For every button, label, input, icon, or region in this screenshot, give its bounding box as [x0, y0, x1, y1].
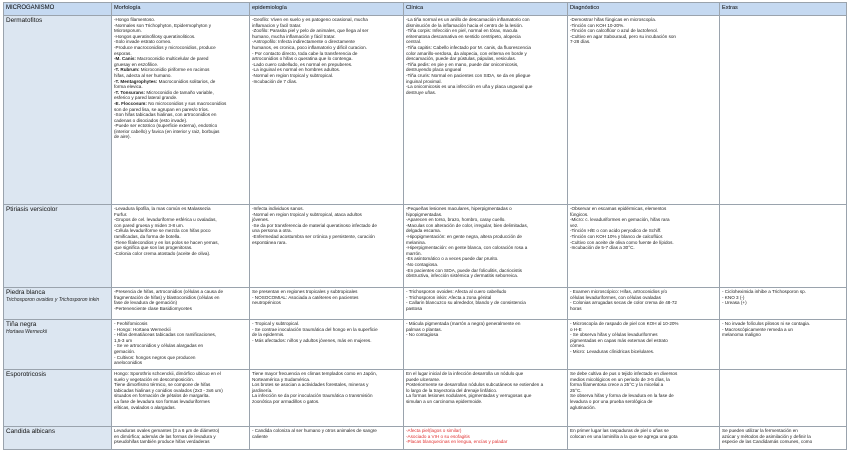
cell-line: (interior cabello) y favica (en interior y raiz, borbujas	[114, 128, 220, 134]
table-row	[4, 288, 847, 320]
cell-line: de la epidermis.	[252, 332, 285, 338]
cell-line: palmas o plantas.	[406, 326, 443, 332]
cell-line: -Tiña cruris: Normal en pacientes con SIDA, se da en pliegue	[406, 72, 531, 78]
cell-line: Los brotes se asocian a actividades forestales, mineras y	[252, 382, 369, 388]
organism-name: Candida albicans	[6, 428, 56, 435]
cell-line: -Hipopigmentación: en gente negra, altera producción de	[406, 233, 522, 239]
cell-line: inflamacion y facil tratar.	[252, 22, 302, 28]
cell-line: delgada escama.	[406, 228, 441, 234]
cell-line: -Tinción con KOH 10-20%.	[570, 22, 625, 28]
cell-line: fase de levadura de gemación)	[114, 300, 178, 306]
cell-line: -Asociado a VIH o su esofagitis	[406, 433, 470, 439]
cell-line: Levaduras ovales gemantes (3 a 6 µm de diámetro)	[114, 428, 220, 433]
cell-line: -Geofilo: Viven en suelo y es patogeno ocasional, mucha	[252, 17, 368, 22]
organism-name: Esporotricosis	[6, 371, 47, 378]
cell-line: humano, mucha inflamación y fácil tratar.	[252, 33, 336, 39]
clinica-cell	[404, 205, 568, 288]
cell-line: Microsporum.	[114, 28, 142, 34]
cell-line: descamación, puede dar pústulas, pápulas, vesiculas.	[406, 56, 517, 62]
cell-line: córneo.	[570, 343, 586, 349]
cell-line: -Célula levaduriforme se mezcla con hifas poco	[114, 228, 211, 234]
cell-line: Hongo: Sporothrix schcenckii, dimórfico ubicuo en el	[114, 371, 221, 376]
cell-line: ramificadas, da forma de botella.	[114, 233, 181, 239]
cell-line: - Ureasa (+)	[722, 300, 747, 306]
cell-line: -Solo invade estrato corneo.	[114, 39, 172, 45]
cell-line: -Tinción H/E o con acido peryodico de Schiff.	[570, 228, 662, 234]
cell-line: Se observa hifas y forma de levadura en la fase de	[570, 393, 674, 399]
cell-line: pseudohifas también produce hifas verdaderas	[114, 439, 210, 445]
cell-line: - No contagiosa	[406, 332, 439, 338]
cell-line: células levaduriformes, con células ovaladas	[570, 294, 661, 300]
cell-line: Tiene mayor frecuencia en climas templados como en Japón,	[252, 371, 377, 376]
cell-line: 1,5-3 um	[114, 337, 133, 343]
cell-line: hipopigmentadas.	[406, 211, 443, 217]
cell-line: 7-28 días.	[570, 39, 591, 45]
clinica-cell	[404, 320, 568, 370]
cell-line: - Macroscópicamente remeda a un	[722, 326, 793, 332]
cell-line: jóvenes.	[252, 217, 270, 223]
cell-line-bold: -M. Canis:	[114, 56, 136, 62]
cell-line: -Colonia color crema atostado (aceite de oliva).	[114, 250, 211, 256]
extras-cell	[720, 427, 847, 450]
cell-line: -T. Rubrum: Microconidio piriforme en racimos	[114, 67, 210, 73]
microorganism-table	[3, 2, 847, 450]
cell-line: forma elevica.	[114, 84, 143, 90]
cell-line: -Lado cuero cabelludo, es normal en prepuberes.	[252, 61, 353, 67]
cell-line: -Presencia de hifas, artroconidios (células a causa de	[114, 289, 224, 294]
cell-line: -Puede ser ectotrico (superficie externa), endotrico	[114, 123, 218, 129]
cell-line: destruyendo placa ungueal	[406, 67, 462, 73]
cell-line: - Micro: Levaduras clínidricas bicelulares.	[570, 348, 655, 354]
cell-line: colocan en una laminilla a la que se agrega una gota	[570, 433, 678, 439]
cell-line: -Tiña pedis: en pie y en mano, puede dar onicomicosis,	[406, 61, 519, 67]
morfologia-cell	[112, 205, 250, 288]
cell-line: -En pacientes con SIDA, puede dar foliculitis, dacriocistis	[406, 267, 522, 273]
cell-line-bold: -T. Rubrum:	[114, 67, 140, 73]
morfologia-cell	[112, 427, 250, 450]
cell-line: -Normal en region tropical y subtropical.	[252, 72, 334, 78]
cell-line: -Cultivo con aceite de oliva como fuente de lípidos.	[570, 239, 674, 245]
cell-line: -T. Mentagrophytes: Macroconidios solitarios, de	[114, 78, 216, 84]
cell-line: marrón.	[406, 250, 422, 256]
cell-line: esporas.	[114, 50, 132, 56]
cell-line: - Hongo: Hortaea Werneckii	[114, 326, 171, 332]
cell-line: destruye uñas.	[406, 89, 437, 95]
cell-line: color amarillo-verdosa, da alopecia, con eritema en borde y	[406, 50, 527, 56]
cell-line: hifas, adecta al ser humano.	[114, 72, 172, 78]
cell-line: central.	[406, 39, 422, 45]
cell-line: -Tinción con calcoflúor o azul de lactofenol.	[570, 28, 658, 34]
cell-line: -E. Floccosum: No microconidios y sus macroconidios	[114, 100, 227, 106]
cell-line: -Normal en region tropical y subtropical, ataca adultos	[252, 211, 362, 217]
cell-line-bold: -T. Tonsurans:	[114, 89, 146, 95]
cell-line: -Enfermedad acostumbra ser crónica y persistente, curación	[252, 233, 375, 239]
cell-line: elíticas, ovalados o alargadas.	[114, 404, 176, 410]
epidemiologia-cell	[250, 370, 404, 427]
cell-line: neutropénicos	[252, 300, 281, 306]
header-cell-morfologia: Morfología	[112, 3, 250, 16]
cell-line: -Grupos de cel. levaduriforme esférica u ovaladas,	[114, 217, 217, 223]
header-cell-diagnostico: Diagnóstico	[568, 3, 720, 16]
cell-line: que significa que son las progenitoras.	[114, 245, 193, 251]
cell-line: jardinería.	[252, 387, 273, 393]
morfologia-cell	[112, 16, 250, 205]
organism-name-cell	[4, 288, 112, 320]
cell-line: zoonótica por armadillos o gatos.	[252, 398, 320, 404]
extras-cell	[720, 288, 847, 320]
diagnostico-cell	[568, 320, 720, 370]
cell-line: simulan a un carcinoma epidermoide.	[406, 398, 483, 404]
cell-line: -Cultivo en agar Sabouraud, pero su incubación son	[570, 33, 676, 39]
cell-line: esferico y pared lateral grande.	[114, 95, 178, 101]
cell-line: - Hifas dematiáceas tabicadas con ramificaciones,	[114, 332, 217, 338]
organism-name: Tiña negra	[6, 321, 37, 328]
cell-line: espontánea rara.	[252, 239, 287, 245]
header-cell-extras: Extras	[720, 3, 847, 16]
cell-line: suelo y vegetación en descomposición.	[114, 376, 194, 382]
organism-name: Dermatofitos	[6, 17, 43, 24]
cell-line: - Cicloheximida inhibe a Trichosporon sp.	[722, 289, 807, 294]
epidemiologia-cell	[250, 320, 404, 370]
organism-name: Ptiriasis versicolor	[6, 206, 58, 213]
cell-line: azúcar y métodos de asimilación y definir la	[722, 433, 811, 439]
cell-line: - Trichosporon ovoides: Afecta al cuero cabelludo	[406, 289, 507, 294]
cell-line: -Demostrar hifas fúngicas en microscopía.	[570, 17, 657, 22]
cell-line: -Es asintomático o a veces puede dar prurito.	[406, 256, 499, 262]
cell-line: - Se contrae inoculación traumática del hongo en la superficie	[252, 326, 378, 332]
table-row	[4, 320, 847, 370]
cell-line: Tiene dimorfismo térmico, se compone de hifas	[114, 382, 211, 388]
cell-line: -Placas blanquecinas en lengua, encías y paladar	[406, 439, 508, 445]
cell-line: - Microscopía de raspado de piel con KOH al 10-20%	[570, 321, 679, 326]
cell-line: -No contagiosa.	[406, 261, 439, 267]
cell-line: -Normales son Trichophyton, Epidermophyton y	[114, 22, 212, 28]
cell-line: - Feohifomicosis	[114, 321, 148, 326]
extras-cell	[720, 370, 847, 427]
table-row	[4, 370, 847, 427]
cell-line-bold: -T. Mentagrophytes:	[114, 78, 158, 84]
table-row	[4, 427, 847, 450]
cell-line: gruesay en eszofilice.	[114, 61, 159, 67]
cell-line: -Incubación de 7 días.	[252, 78, 298, 84]
cell-line: - NOSOCOMIAL: Asociada a catéteres en pacientes	[252, 294, 359, 300]
cell-line: melanoma maligno	[722, 332, 761, 338]
diagnostico-cell	[568, 427, 720, 450]
cell-line: - Candida coloniza al ser humano y otros animales de sangre	[252, 428, 377, 433]
cell-line: -La onicomicosis es una infección en uña y placa ungueal que	[406, 84, 533, 90]
morfologia-cell	[112, 320, 250, 370]
cell-line: una persona a otra.	[252, 228, 292, 234]
cell-line: - Más afectados: niños y adultos jóvenes, más en mujeres.	[252, 337, 372, 343]
diagnostico-cell	[568, 288, 720, 320]
extras-cell	[720, 16, 847, 205]
cell-line: -Hongos queratinofilosy queratinoliticos.	[114, 33, 196, 39]
cell-line: La infección se da por inoculación traumática o transmisión	[252, 393, 373, 399]
cell-line: fragmentación de hifas) y blastoconidios (células en	[114, 294, 220, 300]
cell-line: -Tiña corpis: Infección en piel, normal en tórax, macula	[406, 28, 518, 34]
cell-line: -Aparecen en torso, brazo, hombro, caray cuello.	[406, 217, 506, 223]
cell-line: levadura o por una prueba serológica de	[570, 398, 653, 404]
cell-line: especie de las Candidamás comunes, como	[722, 439, 813, 445]
cell-line: puede ulcerarse.	[406, 376, 441, 382]
cell-line: situados en formación de pétalos de margarita.	[114, 393, 210, 399]
clinica-cell	[404, 16, 568, 205]
cell-line: -La tiña normal es un anillo de descamación inflamatorio con	[406, 17, 530, 22]
header-cell-clinica: Clínica	[404, 3, 568, 16]
cell-line: - Cultivos: hongos negros que producen	[114, 354, 196, 360]
cell-line: -Hiperpigmentación: en gente blanca, con coloración rosa a	[406, 245, 528, 251]
epidemiologia-cell	[250, 427, 404, 450]
table-row	[4, 205, 847, 288]
cell-line: -Tinción con KOH 10% y blanco de calcoflúor.	[570, 233, 664, 239]
cell-line: -Hongo filamentoso.	[114, 17, 156, 22]
cell-line: -Levadura lipofila, la mas común es Malassezia	[114, 206, 211, 211]
cell-line: horas	[570, 305, 582, 311]
cell-line: Furfur.	[114, 211, 128, 217]
cell-line: -Antropofilo: Infecta indirectamente o directamente	[252, 39, 355, 45]
cell-line: disminución de la inflamación hacia el centro de la lesión.	[406, 22, 523, 28]
diagnostico-cell	[568, 205, 720, 288]
cell-line: -Maculas con alteración de color, irregular, bien delimitadas,	[406, 222, 529, 228]
cell-line: Posteriormente se desarrollan nódulos subcutáneos se extienden a	[406, 382, 544, 388]
cell-line: o H-E	[570, 326, 582, 332]
cell-line: artroconidios o hifas o queratina que lo contenga.	[252, 56, 353, 62]
cell-line: medios micológicos en un periodo de 3-5 días, la	[570, 376, 670, 382]
cell-line: -T. Tonsurans: Microconidio de tamaño variable,	[114, 89, 214, 95]
cell-line: - Mácula pigmentada (marrón a negra) generalmente en	[406, 321, 521, 326]
cell-line: forma filamentosa crece a 25°C y la micelial a	[570, 382, 664, 388]
cell-line: -Infecta individuos sanos.	[252, 206, 304, 211]
cell-line: vez.	[570, 222, 579, 228]
organism-name-cell	[4, 320, 112, 370]
cell-line: -M. Canis: Macroconidio multicelular de pared	[114, 56, 209, 62]
cell-line: -Pertenenciente clase Basidiomycetes	[114, 305, 192, 311]
cell-line: - No invade folículos pilosos ni se contagia.	[722, 321, 811, 326]
cell-line: -Produce macroconidios y microconidios, produce	[114, 44, 216, 50]
cell-line: cadenas o disociados (esto invade).	[114, 117, 188, 123]
cell-line: - Tropical y subtropical.	[252, 321, 300, 326]
cell-line: obstructiva, infección sistémica y dermatitis seborreica.	[406, 273, 519, 279]
organism-name-cell	[4, 370, 112, 427]
cell-line: - KNO 3 (-)	[722, 294, 745, 300]
cell-line: son de pared lisa, se agrupan en pares/o tríos.	[114, 106, 209, 112]
cell-line: aneloconidios	[114, 360, 143, 366]
cell-line: Se presentan en regiones tropicales y subtropicales	[252, 289, 358, 294]
cell-line: - Colonias arrugadas secas de color crema de 48-72	[570, 300, 677, 306]
diagnostico-cell	[568, 16, 720, 205]
cell-line: -La inguinal es normal en hombres adultos.	[252, 67, 341, 73]
cell-line: melanina.	[406, 239, 426, 245]
organism-name-cell	[4, 427, 112, 450]
cell-line: -Micro: c. levaduriformes en gemación, hifas rara	[570, 217, 670, 223]
header-cell-epidemiologia: epidemiología	[250, 3, 404, 16]
cell-line: La fase de levadura son formas levaduriformes	[114, 398, 210, 404]
cell-line-bold: -E. Floccosum:	[114, 100, 147, 106]
cell-line: -Zoofilo: Parasita piel y pelo de animales, que llega al ser	[252, 28, 369, 34]
clinica-cell	[404, 288, 568, 320]
cell-line: eritematosa descamativa en sentido centripeto, alopecia	[406, 33, 521, 39]
header-row	[4, 3, 847, 16]
cell-line: inguinal proximal.	[406, 78, 442, 84]
cell-line: - Se ve artroconidios y células alargadas en	[114, 343, 204, 349]
table-row	[4, 16, 847, 205]
extras-cell	[720, 320, 847, 370]
cell-line: fúngicos.	[570, 211, 589, 217]
cell-line: -Tiene filalecondios y en los polos se hacen yemas,	[114, 239, 219, 245]
cell-line: 25°C.	[570, 387, 582, 393]
cell-line: pastosa	[406, 305, 423, 311]
cell-line: pigmentadas en capas más externas del estrato	[570, 337, 668, 343]
cell-line: tabicadas hialinas y conidios ovalados (2x3 - 3x6 um)	[114, 387, 223, 393]
header-cell-microorganismo: MICROGANISMO	[4, 3, 112, 16]
cell-line: - Callarin blancuzco su alrededor, blando y de consistencia	[406, 300, 526, 306]
cell-line: Se pueden utilizar la fermentación en	[722, 428, 798, 433]
organism-subtitle: Hortaea Werneckii	[6, 328, 48, 335]
cell-line: -Pequeñas lesiones maculares, hiperpigmentadas o	[406, 206, 512, 211]
cell-line: lo largo de la trayectoria del drenaje linfático.	[406, 387, 498, 393]
cell-line: -Tiña capitis: Cabello infectado por M. canis, da fluorescencia	[406, 44, 531, 50]
cell-line: en dimórfica; además de las formas de levadura y	[114, 433, 216, 439]
cell-line: -Incubación de 5-7 días a 30°C.	[570, 245, 635, 251]
cell-line: - Trichosporon inkin: Afecta a zona génital	[406, 294, 492, 300]
organism-name: Piedra blanca	[6, 289, 46, 296]
morfologia-cell	[112, 370, 250, 427]
cell-line: caliente	[252, 433, 268, 439]
cell-line: En el lugar inicial de la infección desarrolla un nódulo que	[406, 371, 524, 376]
cell-line: -Son hifas tabicadas hialinas, con artroconidios en	[114, 112, 217, 118]
cell-line: - Se observa hifas y células levaduriformes	[570, 332, 658, 338]
cell-line: La formas lesiones nodulares, pigmentadas y verrugosas que	[406, 393, 532, 399]
cell-line: de aire).	[114, 134, 131, 140]
cell-line: Norteamérica y Sudamérica.	[252, 376, 311, 382]
cell-line: En primer lugar las raspaduras de piel o uñas se	[570, 428, 669, 433]
organism-name-cell	[4, 16, 112, 205]
epidemiologia-cell	[250, 16, 404, 205]
cell-line: -Afecta piel(lagos o similar)	[406, 428, 462, 433]
cell-line: aglutinación.	[570, 404, 596, 410]
cell-line: -Se da por transferencia de material queratinoso infectado de	[252, 222, 377, 228]
cell-line: - Por contacto directo, toda cabe la transferencia de	[252, 50, 358, 56]
epidemiologia-cell	[250, 205, 404, 288]
cell-line: humanos, es cronica, poco inflamatorio y dificil curacion.	[252, 44, 367, 50]
cell-line: Se debe cultiva de pus o tejido infectado en diversos	[570, 371, 678, 376]
cell-line: gemación.	[114, 348, 136, 354]
organism-name-cell	[4, 205, 112, 288]
organism-subtitle: Trichosporon ovoides y Trichosporon inkin	[6, 296, 100, 303]
clinica-cell	[404, 370, 568, 427]
epidemiologia-cell	[250, 288, 404, 320]
extras-cell	[720, 205, 847, 288]
cell-line: - Examen microscópico: Hifas, artroconidios y/o	[570, 289, 668, 294]
clinica-cell	[404, 427, 568, 450]
morfologia-cell	[112, 288, 250, 320]
diagnostico-cell	[568, 370, 720, 427]
cell-line: -Observar en escamas epidérmicas, elementos	[570, 206, 667, 211]
cell-line: con pared gruesa y miden 3-8 um.	[114, 222, 184, 228]
